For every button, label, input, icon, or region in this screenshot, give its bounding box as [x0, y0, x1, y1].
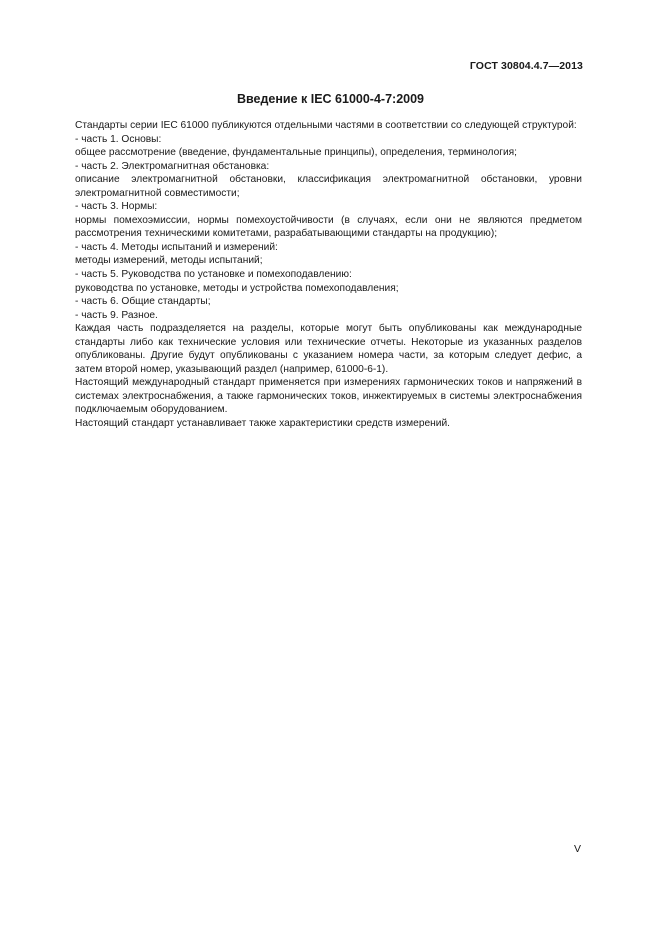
paragraph: нормы помехоэмиссии, нормы помехоустойчивости (в случаях, если они не являются предметом рассмотрения техническими комитетами, разрабатывающими стандарты на продукцию);	[75, 214, 582, 240]
paragraph: - часть 5. Руководства по установке и помехоподавлению:	[75, 269, 352, 281]
paragraph: Настоящий стандарт устанавливает также характеристики средств измерений.	[75, 418, 450, 430]
paragraph: Стандарты серии IEC 61000 публикуются отдельными частями в соответствии со следующей структурой:	[75, 120, 577, 131]
paragraph: - часть 4. Методы испытаний и измерений:	[75, 241, 278, 253]
paragraph: методы измерений, методы испытаний;	[75, 255, 263, 267]
paragraph: - часть 2. Электромагнитная обстановка:	[75, 160, 270, 172]
paragraph: общее рассмотрение (введение, фундаментальные принципы), определения, терминология;	[75, 147, 518, 159]
paragraph: Настоящий международный стандарт применяется при измерениях гармонических токов и напряжений в системах электроснабжения, а также гармонических токов, инжектируемых в системы электроснабжения подключаемым оборудованием.	[75, 377, 582, 416]
paragraph: описание электромагнитной обстановки, классификация электромагнитной обстановки, уровни электромагнитной совместимости;	[75, 174, 582, 199]
paragraph: - часть 1. Основы:	[75, 133, 162, 145]
page-number: V	[573, 843, 581, 855]
body-text	[75, 119, 582, 431]
paragraph: Каждая часть подразделяется на разделы, которые могут быть опубликованы как международные стандарты либо как технические условия или технические отчеты. Некоторые из указанных разделов опубликованы. Другие будут опубликованы с указанием номера части, за которым следует дефис, а затем второй номер, указывающий раздел (например, 61000-6-1).	[75, 323, 582, 375]
standard-code-header: ГОСТ 30804.4.7—2013	[469, 60, 583, 72]
paragraph: - часть 3. Нормы:	[75, 201, 158, 213]
paragraph: руководства по установке, методы и устройства помехоподавления;	[75, 282, 399, 294]
paragraph: - часть 6. Общие стандарты;	[75, 296, 211, 308]
section-title: Введение к IEC 61000-4-7:2009	[236, 92, 425, 106]
paragraph: - часть 9. Разное.	[75, 309, 158, 321]
